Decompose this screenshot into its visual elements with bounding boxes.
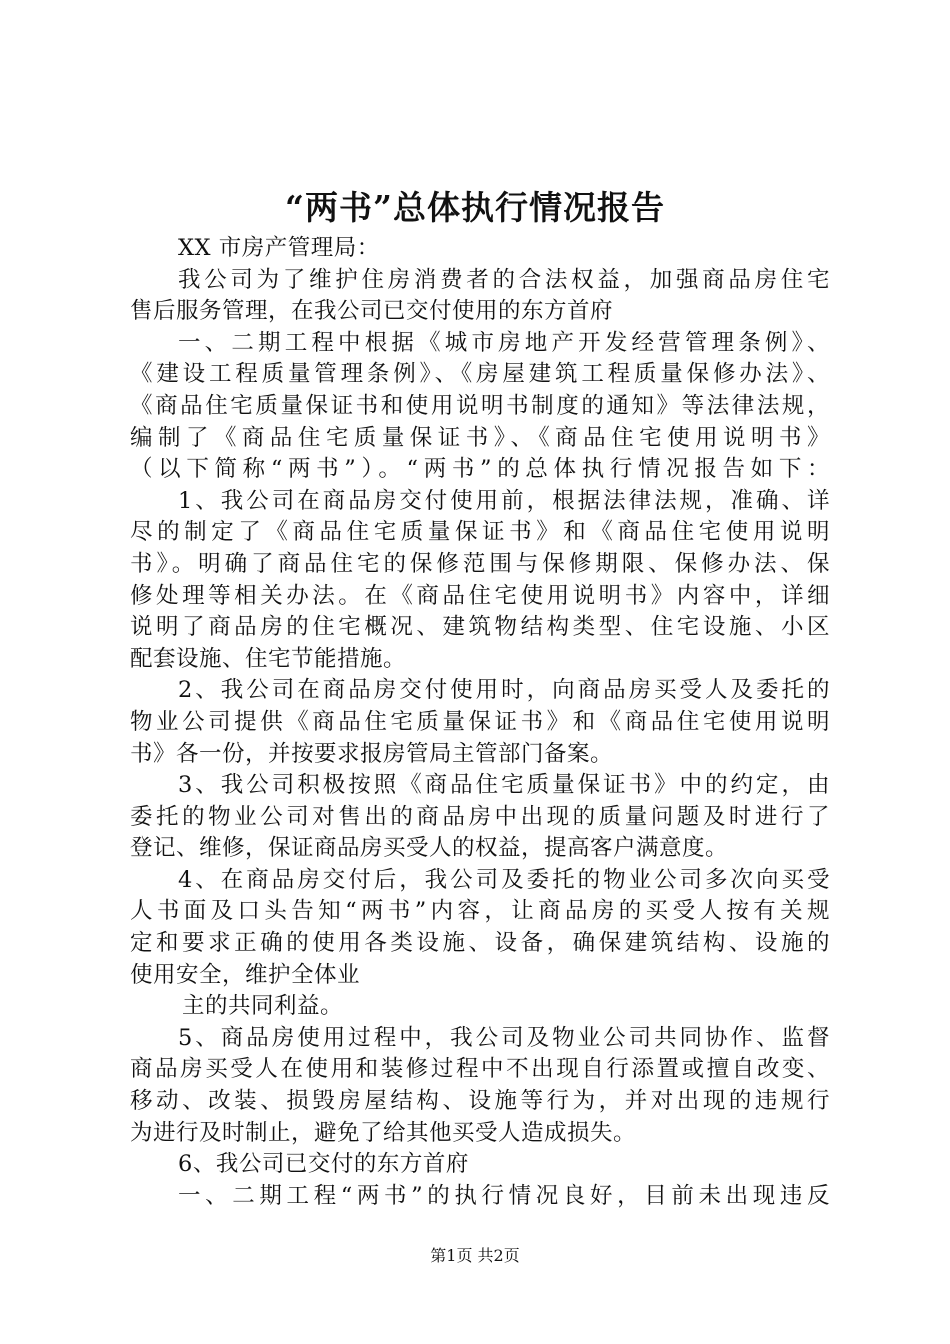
text-line: 《商品住宅质量保证书和使用说明书制度的通知》等法律法规， [130, 392, 830, 419]
text-line: 使用安全，维护全体业 [130, 961, 361, 988]
text-line: 书》各一份，并按要求报房管局主管部门备案。 [130, 740, 614, 767]
text-line: 定和要求正确的使用各类设施、设备，确保建筑结构、设施的 [130, 930, 830, 957]
text-line: （以下简称“两书”）。“两书”的总体执行情况报告如下： [130, 456, 830, 483]
text-line: 4、在商品房交付后，我公司及委托的物业公司多次向买受 [178, 866, 830, 893]
text-line: 1、我公司在商品房交付使用前，根据法律法规，准确、详 [178, 487, 830, 514]
document-title: “两书”总体执行情况报告 [285, 188, 665, 227]
text-line: 尽的制定了《商品住宅质量保证书》和《商品住宅使用说明 [130, 519, 830, 546]
text-line: 配套设施、住宅节能措施。 [130, 645, 407, 672]
text-line: 3、我公司积极按照《商品住宅质量保证书》中的约定，由 [178, 772, 830, 799]
text-line: 5、商品房使用过程中，我公司及物业公司共同协作、监督 [178, 1024, 830, 1051]
text-line: 《建设工程质量管理条例》、《房屋建筑工程质量保修办法》、 [130, 361, 830, 388]
text-line: 2、我公司在商品房交付使用时，向商品房买受人及委托的 [178, 677, 830, 704]
text-line: 6、我公司已交付的东方首府 [178, 1151, 469, 1178]
text-line: 我公司为了维护住房消费者的合法权益，加强商品房住宅 [178, 266, 830, 293]
text-line: 修处理等相关办法。在《商品住宅使用说明书》内容中，详细 [130, 582, 830, 609]
text-line: 编制了《商品住宅质量保证书》、《商品住宅使用说明书》 [130, 424, 830, 451]
text-line: 售后服务管理，在我公司已交付使用的东方首府 [130, 298, 614, 325]
text-line: 为进行及时制止，避免了给其他买受人造成损失。 [130, 1119, 637, 1146]
text-line: 说明了商品房的住宅概况、建筑物结构类型、住宅设施、小区 [130, 614, 830, 641]
text-line: 商品房买受人在使用和装修过程中不出现自行添置或擅自改变、 [130, 1056, 830, 1083]
text-line: 委托的物业公司对售出的商品房中出现的质量问题及时进行了 [130, 803, 830, 830]
text-line: 移动、改装、损毁房屋结构、设施等行为，并对出现的违规行 [130, 1088, 830, 1115]
addressee-line: XX 市房产管理局： [178, 235, 380, 261]
text-line: 人书面及口头告知“两书”内容，让商品房的买受人按有关规 [130, 898, 830, 925]
text-line: 一、二期工程中根据《城市房地产开发经营管理条例》、 [178, 329, 830, 356]
page-footer: 第1页 共2页 [430, 1246, 520, 1265]
text-line: 登记、维修，保证商品房买受人的权益，提高客户满意度。 [130, 835, 729, 862]
document-body [130, 233, 830, 1212]
text-line: 主的共同利益。 [182, 993, 344, 1020]
text-line: 书》。明确了商品住宅的保修范围与保修期限、保修办法、保 [130, 550, 830, 577]
text-line: 一、二期工程“两书”的执行情况良好，目前未出现违反 [178, 1182, 830, 1209]
text-line: 物业公司提供《商品住宅质量保证书》和《商品住宅使用说明 [130, 708, 830, 735]
